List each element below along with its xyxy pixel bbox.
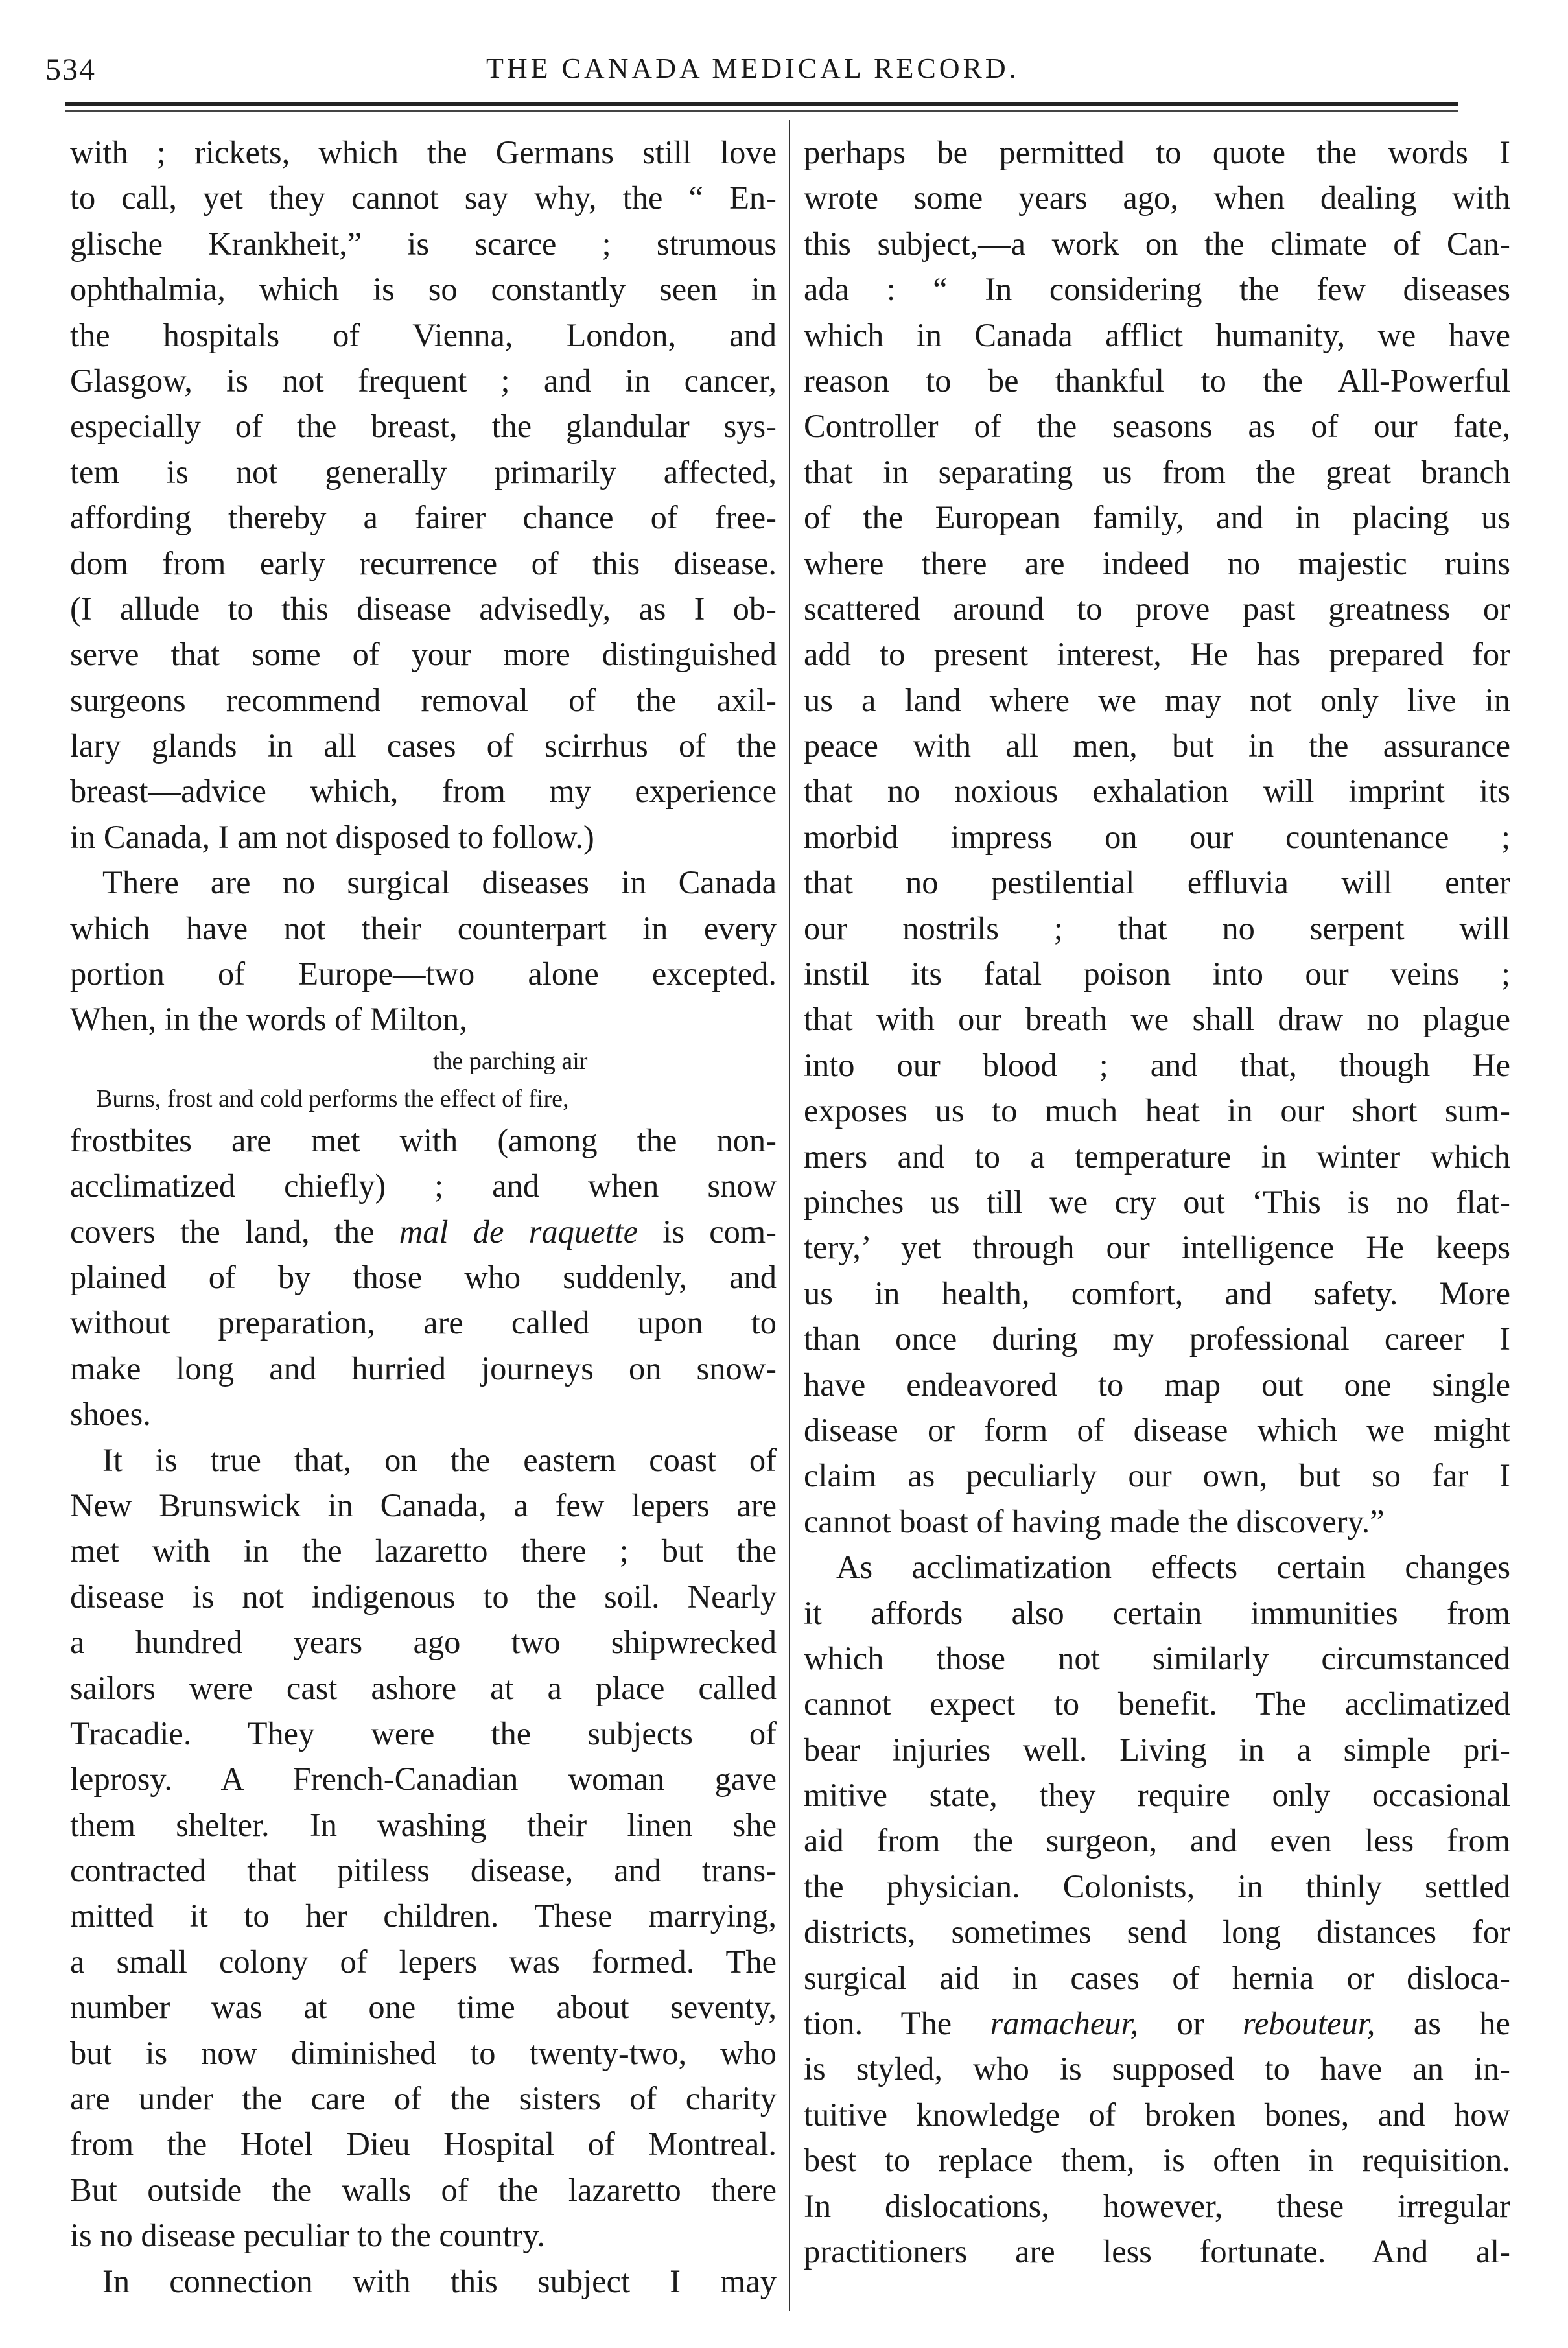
text-line: sailors were cast ashore at a place called: [70, 1669, 777, 1706]
text-line: this subject,—a work on the climate of Can-: [804, 225, 1510, 262]
text-segment: is com-: [638, 1213, 777, 1250]
text-line: met with in the lazaretto there ; but the: [70, 1532, 777, 1569]
text-line: which those not similarly circumstanced: [804, 1639, 1510, 1676]
paragraph-first-line: There are no surgical diseases in Canada: [102, 864, 777, 901]
text-line: wrote some years ago, when dealing with: [804, 180, 1510, 217]
text-line: number was at one time about seventy,: [70, 1989, 777, 2026]
text-line: dom from early recurrence of this disease.: [70, 545, 777, 581]
text-line: ada : “ In considering the few diseases: [804, 271, 1510, 308]
text-line: tery,’ yet through our intelligence He keeps: [804, 1229, 1510, 1266]
right-column: [804, 130, 1510, 2274]
paragraph-first-line: As acclimatization effects certain changes: [836, 1549, 1510, 1586]
text-line: the hospitals of Vienna, London, and: [70, 316, 777, 353]
text-line: Glasgow, is not frequent ; and in cancer,: [70, 362, 777, 399]
verse-quote-line: Burns, frost and cold performs the effect of fire,: [96, 1085, 569, 1112]
text-line: reason to be thankful to the All-Powerful: [804, 362, 1510, 399]
text-line: mitive state, they require only occasional: [804, 1777, 1510, 1814]
text-line: best to replace them, is often in requisition.: [804, 2142, 1510, 2179]
text-segment: as he: [1375, 2005, 1510, 2042]
text-line: shoes.: [70, 1396, 151, 1433]
text-line: peace with all men, but in the assurance: [804, 727, 1510, 764]
page-number: 534: [45, 53, 96, 87]
text-line: glische Krankheit,” is scarce ; strumous: [70, 225, 777, 262]
text-line: plained of by those who suddenly, and: [70, 1258, 777, 1295]
text-line: When, in the words of Milton,: [70, 1001, 467, 1038]
text-line: surgeons recommend removal of the axil-: [70, 681, 777, 718]
italic-term: rebouteur,: [1243, 2005, 1375, 2042]
header-rule: [65, 102, 1458, 106]
text-line: the physician. Colonists, in thinly settled: [804, 1868, 1510, 1905]
text-line: instil its fatal poison into our veins ;: [804, 956, 1510, 992]
text-line: with ; rickets, which the Germans still love: [70, 134, 777, 170]
text-line: claim as peculiarly our own, but so far I: [804, 1457, 1510, 1494]
text-line: surgical aid in cases of hernia or disloca-: [804, 1959, 1510, 1996]
text-line: add to present interest, He has prepared for: [804, 636, 1510, 673]
text-line: a small colony of lepers was formed. The: [70, 1943, 777, 1980]
text-line: that in separating us from the great branch: [804, 453, 1510, 490]
text-line: frostbites are met with (among the non-: [70, 1121, 777, 1158]
text-line: where there are indeed no majestic ruins: [804, 545, 1510, 581]
italic-term: mal de raquette: [399, 1213, 638, 1250]
text-line: have endeavored to map out one single: [804, 1366, 1510, 1403]
text-line: affording thereby a fairer chance of free-: [70, 499, 777, 536]
text-line: them shelter. In washing their linen she: [70, 1806, 777, 1843]
text-line: from the Hotel Dieu Hospital of Montreal.: [70, 2126, 777, 2163]
text-line: our nostrils ; that no serpent will: [804, 910, 1510, 946]
text-line: make long and hurried journeys on snow-: [70, 1350, 777, 1387]
text-line: us a land where we may not only live in: [804, 681, 1510, 718]
column-divider: [789, 120, 790, 2311]
text-line: [70, 1209, 777, 1254]
text-line: than once during my professional career I: [804, 1321, 1510, 1357]
text-line: it affords also certain immunities from: [804, 1594, 1510, 1631]
text-line: practitioners are less fortunate. And al-: [804, 2233, 1510, 2270]
text-line: Controller of the seasons as of our fate,: [804, 408, 1510, 445]
text-line: of the European family, and in placing us: [804, 499, 1510, 536]
text-line: which in Canada afflict humanity, we have: [804, 316, 1510, 353]
text-line: mitted it to her children. These marrying,: [70, 1897, 777, 1934]
text-line: perhaps be permitted to quote the words I: [804, 134, 1510, 170]
text-segment: or: [1138, 2005, 1243, 2042]
text-segment: tion. The: [804, 2005, 990, 2042]
text-line: exposes us to much heat in our short sum-: [804, 1092, 1510, 1129]
text-line: breast—advice which, from my experience: [70, 773, 777, 810]
text-line: lary glands in all cases of scirrhus of the: [70, 727, 777, 764]
text-line: that no noxious exhalation will imprint its: [804, 773, 1510, 810]
text-line: disease is not indigenous to the soil. Nearly: [70, 1578, 777, 1615]
text-line: contracted that pitiless disease, and trans-: [70, 1852, 777, 1889]
page-header: [45, 39, 1471, 91]
text-line: us in health, comfort, and safety. More: [804, 1274, 1510, 1311]
paragraph-first-line: In connection with this subject I may: [102, 2262, 777, 2299]
text-line: morbid impress on our countenance ;: [804, 818, 1510, 855]
text-line: districts, sometimes send long distances for: [804, 1914, 1510, 1951]
text-line: In dislocations, however, these irregular: [804, 2187, 1510, 2224]
text-segment: covers the land, the: [70, 1213, 399, 1250]
text-line: leprosy. A French-Canadian woman gave: [70, 1761, 777, 1798]
text-line: a hundred years ago two shipwrecked: [70, 1624, 777, 1661]
text-line: into our blood ; and that, though He: [804, 1046, 1510, 1083]
text-line: Tracadie. They were the subjects of: [70, 1715, 777, 1752]
text-line: are under the care of the sisters of charity: [70, 2080, 777, 2117]
text-line: But outside the walls of the lazaretto there: [70, 2171, 777, 2208]
text-line: pinches us till we cry out ‘This is no flat-: [804, 1183, 1510, 1220]
text-line: which have not their counterpart in every: [70, 910, 777, 946]
text-line: New Brunswick in Canada, a few lepers are: [70, 1486, 777, 1523]
text-line: mers and to a temperature in winter which: [804, 1138, 1510, 1175]
text-line: cannot expect to benefit. The acclimatized: [804, 1685, 1510, 1722]
text-line: without preparation, are called upon to: [70, 1304, 777, 1341]
text-line: [804, 2001, 1510, 2046]
text-line: but is now diminished to twenty-two, who: [70, 2034, 777, 2071]
left-column: [70, 130, 777, 2304]
text-line: serve that some of your more distinguished: [70, 636, 777, 673]
text-line: that no pestilential effluvia will enter: [804, 864, 1510, 901]
italic-term: ramacheur,: [990, 2005, 1139, 2042]
text-line: in Canada, I am not disposed to follow.): [70, 818, 594, 855]
text-line: disease or form of disease which we might: [804, 1411, 1510, 1448]
header-rule-thin: [65, 110, 1458, 112]
text-line: acclimatized chiefly) ; and when snow: [70, 1168, 777, 1204]
text-line: cannot boast of having made the discovery.”: [804, 1503, 1385, 1540]
text-line: aid from the surgeon, and even less from: [804, 1822, 1510, 1859]
text-line: is styled, who is supposed to have an in-: [804, 2050, 1510, 2087]
text-line: portion of Europe—two alone excepted.: [70, 956, 777, 992]
text-line: to call, yet they cannot say why, the “ En-: [70, 180, 777, 217]
text-line: tuitive knowledge of broken bones, and how: [804, 2096, 1510, 2133]
running-title: THE CANADA MEDICAL RECORD.: [486, 53, 1020, 84]
text-line: tem is not generally primarily affected,: [70, 453, 777, 490]
verse-quote-line: the parching air: [433, 1047, 588, 1075]
text-line: bear injuries well. Living in a simple pri-: [804, 1731, 1510, 1768]
text-line: especially of the breast, the glandular sys-: [70, 408, 777, 445]
paragraph-first-line: It is true that, on the eastern coast of: [102, 1441, 777, 1478]
text-line: is no disease peculiar to the country.: [70, 2217, 545, 2254]
text-line: that with our breath we shall draw no plague: [804, 1001, 1510, 1038]
text-line: (I allude to this disease advisedly, as I ob-: [70, 590, 777, 627]
text-line: ophthalmia, which is so constantly seen in: [70, 271, 777, 308]
text-line: scattered around to prove past greatness or: [804, 590, 1510, 627]
